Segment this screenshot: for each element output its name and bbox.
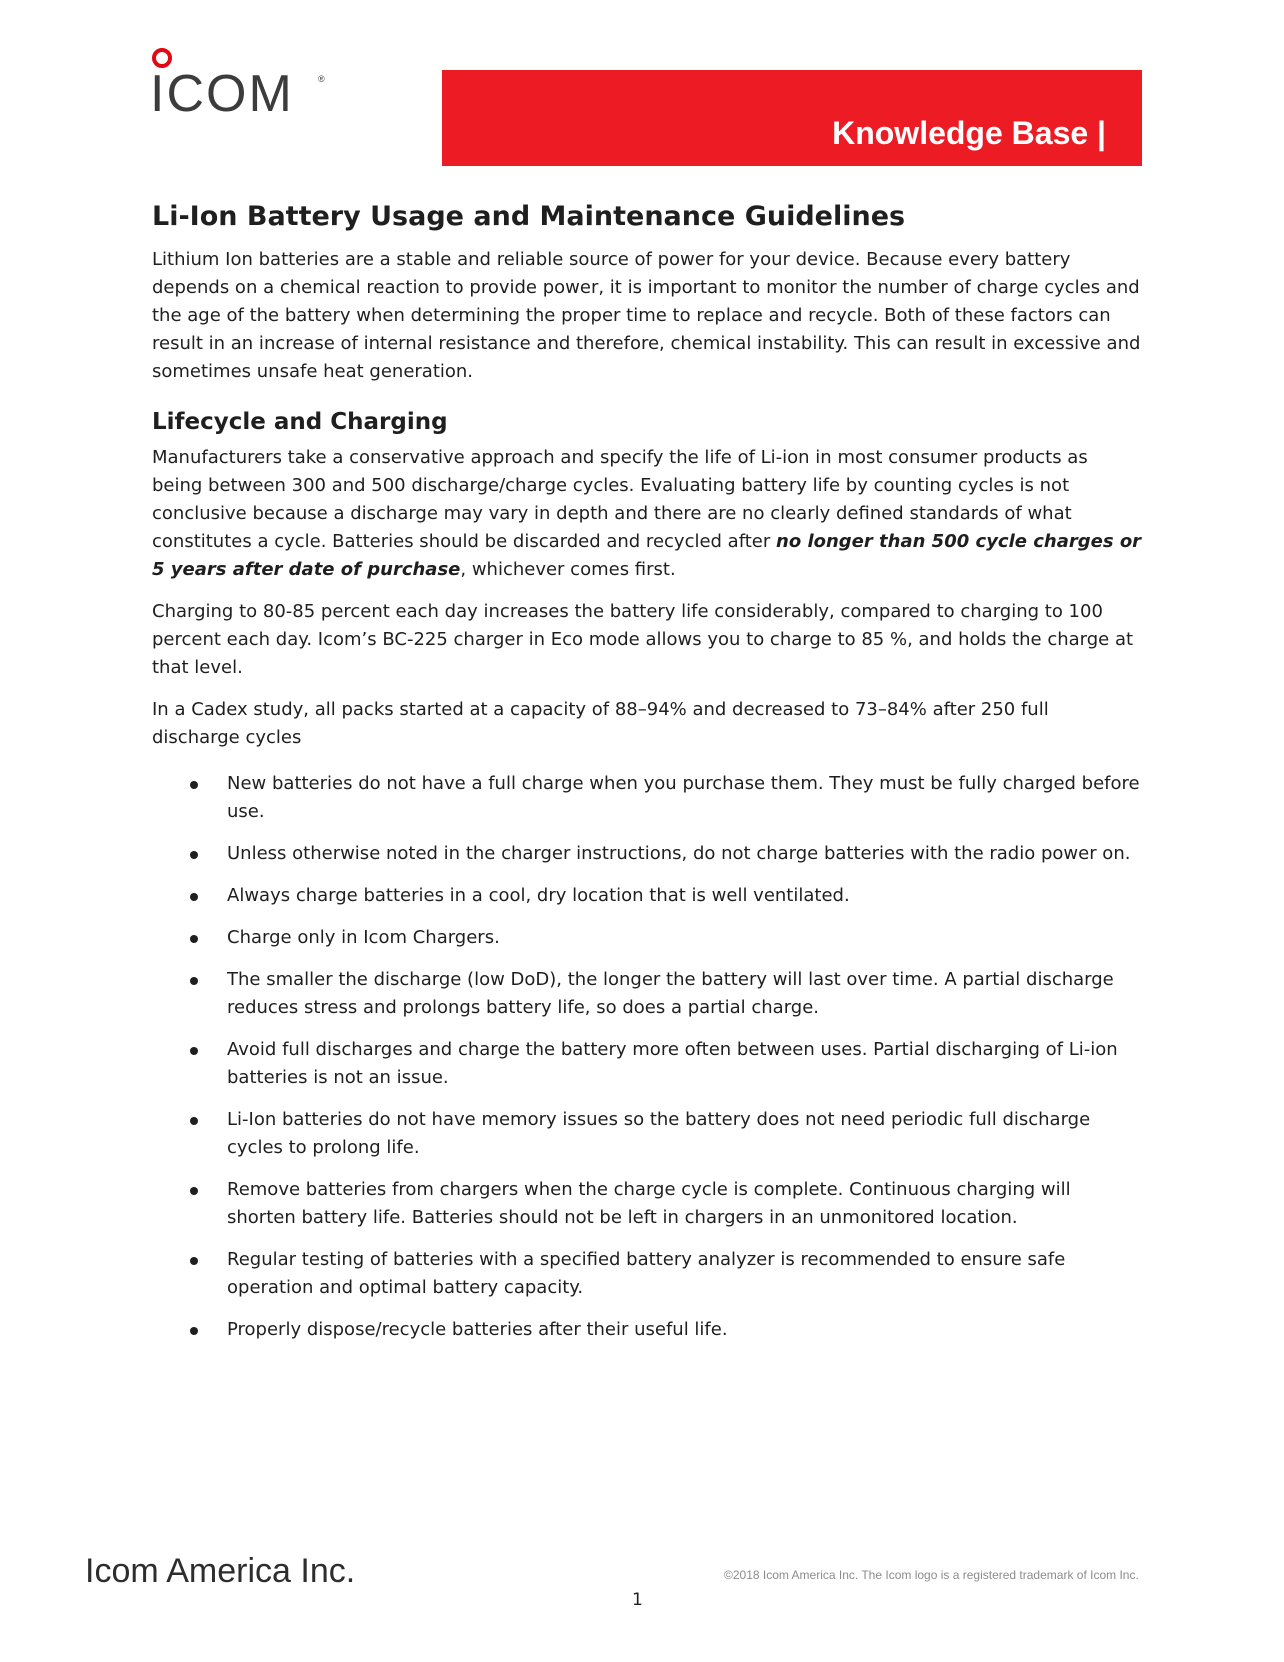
lifecycle-text-end: , whichever comes first. — [460, 559, 676, 580]
lifecycle-emphasis: no longer than 500 cycle charges or 5 years after date of purchase — [152, 531, 1142, 580]
footer-copyright: ©2018 Icom America Inc. The Icom logo is a registered trademark of Icom Inc. — [724, 1568, 1139, 1582]
bullet-icon — [190, 1327, 198, 1335]
list-item-text: Unless otherwise noted in the charger instructions, do not charge batteries with the radio power on. — [227, 843, 1131, 864]
list-item-text: Always charge batteries in a cool, dry location that is well ventilated. — [227, 885, 850, 906]
list-item — [152, 966, 1142, 1022]
list-item-text: New batteries do not have a full charge when you purchase them. They must be fully charged before use. — [227, 773, 1140, 822]
bullet-icon — [190, 781, 198, 789]
list-item-text: Properly dispose/recycle batteries after their useful life. — [227, 1319, 728, 1340]
page-number: 1 — [632, 1590, 643, 1610]
lifecycle-text-start: Manufacturers take a conservative approach and specify the life of Li-ion in most consumer products as being between 300 and 500 discharge/charge cycles. Evaluating battery life by counting cycles is not conclusive because a discharge may vary in depth and there are no clearly defined standards of what constitutes a cycle. Batteries should be discarded and recycled after — [152, 447, 1088, 552]
list-item — [152, 770, 1142, 826]
list-item-text: The smaller the discharge (low DoD), the longer the battery will last over time. A partial discharge reduces stress and prolongs battery life, so does a partial charge. — [227, 969, 1114, 1018]
list-item — [152, 1176, 1142, 1232]
bullet-icon — [190, 1117, 198, 1125]
cadex-paragraph: In a Cadex study, all packs started at a capacity of 88–94% and decreased to 73–84% after 250 full discharge cycles — [152, 699, 1049, 748]
bullet-icon — [190, 1047, 198, 1055]
list-item-text: Li-Ion batteries do not have memory issues so the battery does not need periodic full discharge cycles to prolong life. — [227, 1109, 1091, 1158]
bullet-icon — [190, 1187, 198, 1195]
list-item — [152, 1316, 1142, 1344]
logo-wordmark: ICOM — [150, 65, 294, 123]
list-item — [152, 882, 1142, 910]
registered-mark: ® — [318, 74, 325, 84]
list-item — [152, 840, 1142, 868]
document-title: Li-Ion Battery Usage and Maintenance Guidelines — [152, 201, 906, 232]
icom-logo — [150, 48, 330, 128]
bullet-icon — [190, 1257, 198, 1265]
banner-title: Knowledge Base | — [832, 115, 1106, 151]
guidelines-list — [152, 770, 1142, 1344]
knowledge-base-banner — [442, 70, 1142, 166]
list-item — [152, 924, 1142, 952]
section-heading: Lifecycle and Charging — [152, 409, 448, 435]
bullet-icon — [190, 893, 198, 901]
document-content — [152, 198, 1142, 1358]
list-item — [152, 1106, 1142, 1162]
charging-paragraph: Charging to 80-85 percent each day increases the battery life considerably, compared to charging to 100 percent each day. Icom’s BC-225 charger in Eco mode allows you to charge to 85 %, and holds the charge at that level. — [152, 601, 1134, 678]
list-item-text: Avoid full discharges and charge the battery more often between uses. Partial discharging of Li-ion batteries is not an issue. — [227, 1039, 1118, 1088]
list-item — [152, 1036, 1142, 1092]
footer-brand: Icom America Inc. — [85, 1552, 356, 1590]
bullet-icon — [190, 851, 198, 859]
lifecycle-paragraph — [152, 444, 1142, 584]
bullet-icon — [190, 935, 198, 943]
list-item-text: Regular testing of batteries with a specified battery analyzer is recommended to ensure safe operation and optimal battery capacity. — [227, 1249, 1066, 1298]
list-item — [152, 1246, 1142, 1302]
list-item-text: Remove batteries from chargers when the charge cycle is complete. Continuous charging will shorten battery life. Batteries should not be left in chargers in an unmonitored location. — [227, 1179, 1071, 1228]
intro-paragraph: Lithium Ion batteries are a stable and reliable source of power for your device. Because every battery depends on a chemical reaction to provide power, it is important to monitor the number of charge cycles and the age of the battery when determining the proper time to replace and recycle. Both of these factors can result in an increase of internal resistance and therefore, chemical instability. This can result in excessive and sometimes unsafe heat generation. — [152, 249, 1141, 382]
list-item-text: Charge only in Icom Chargers. — [227, 927, 500, 948]
bullet-icon — [190, 977, 198, 985]
